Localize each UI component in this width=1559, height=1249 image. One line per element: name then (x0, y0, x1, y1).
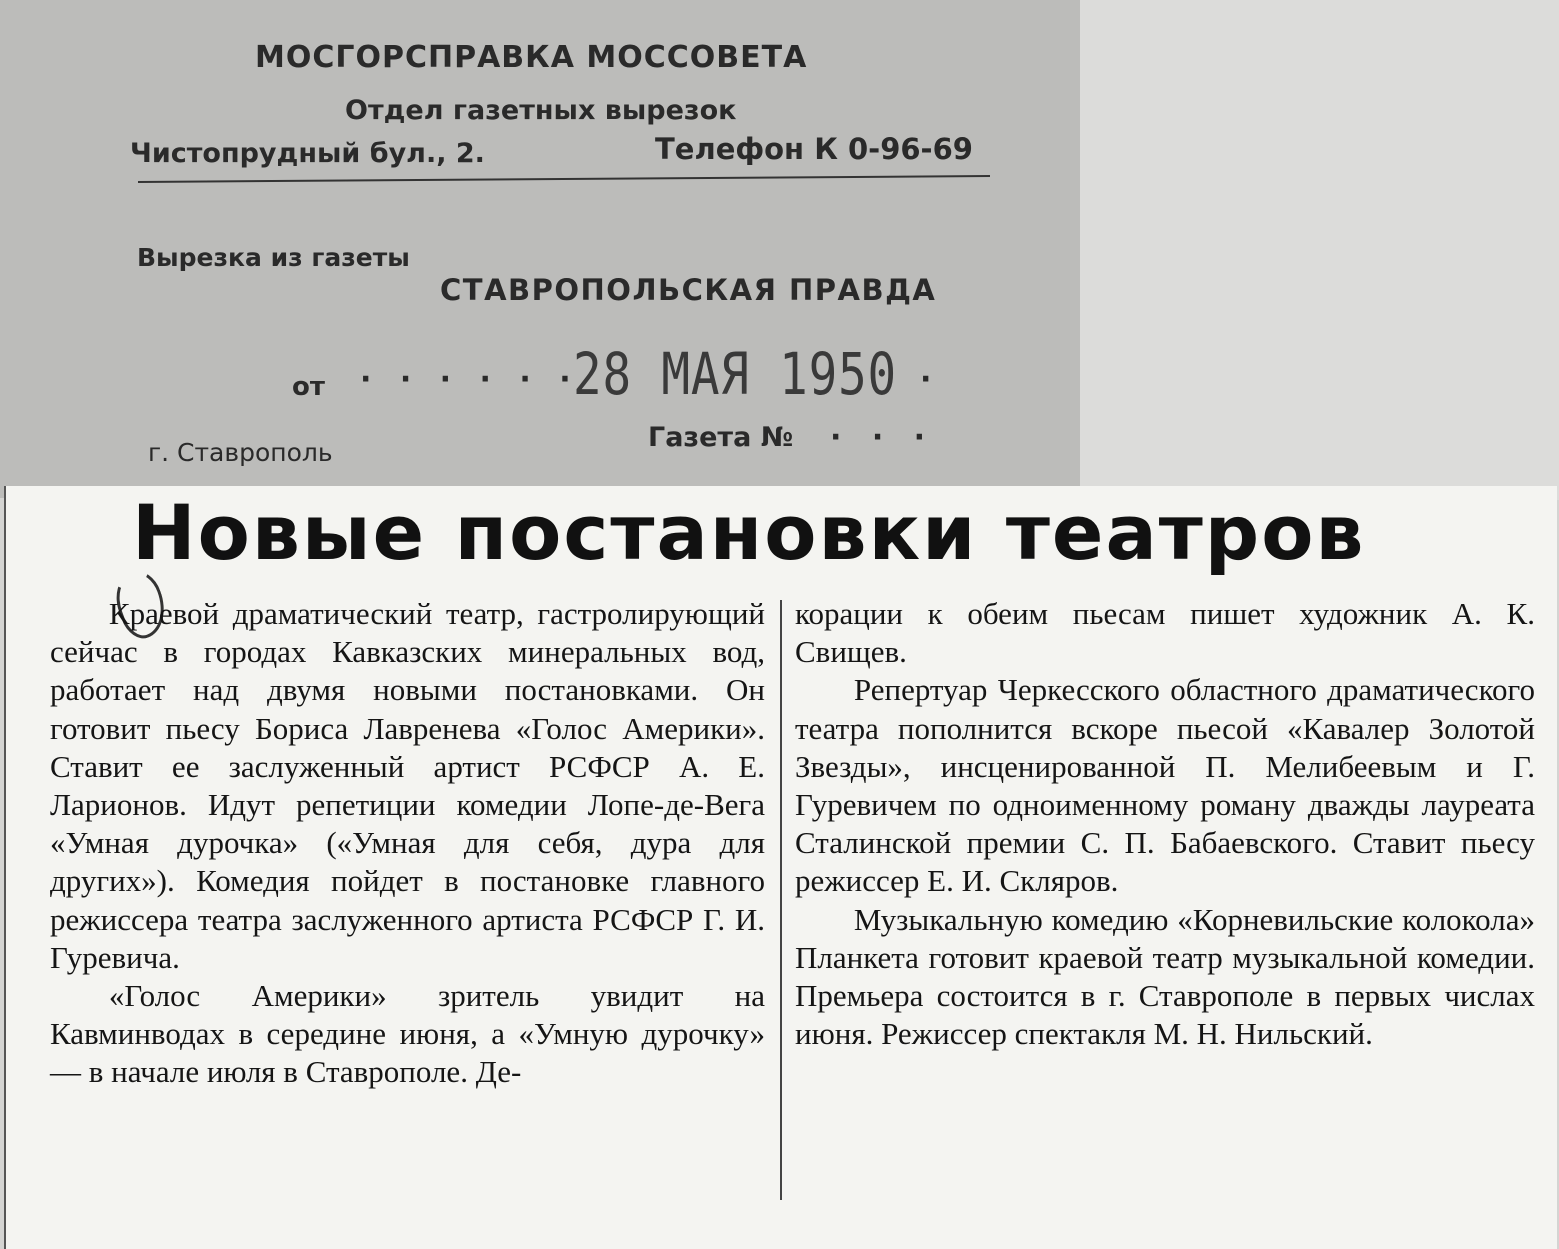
department-name: Отдел газетных вырезок (345, 95, 737, 126)
date-stamp: 28 МАЯ 1950 (573, 340, 897, 408)
article-paragraph-continuation: корации к обеим пьесам пишет художник А. К. Свищев. (795, 596, 1535, 670)
background-area (1080, 0, 1559, 500)
dotted-fill: · · · (830, 420, 936, 455)
date-from-label: от (292, 372, 325, 402)
dotted-fill: · · · · · · (360, 362, 580, 397)
article-column-right (795, 595, 1535, 1053)
clipping-label: Вырезка из газеты (137, 243, 410, 272)
article-paragraph: Музыкальную комедию «Корневильские колокола» Планкета готовит краевой театр музыкальной комедии. Премьера состоится в г. Ставрополе в первых числах июня. Режиссер спектакля М. Н. Нильский. (795, 901, 1535, 1052)
organization-name: МОСГОРСПРАВКА МОССОВЕТА (255, 40, 808, 75)
bureau-phone: Телефон К 0-96-69 (655, 132, 973, 166)
city-label: г. Ставрополь (148, 438, 333, 467)
article-paragraph: Краевой драматический театр, гастролирующий сейчас в городах Кавказских минеральных вод, работает над двумя новыми постановками. Он готовит пьесу Бориса Лавренева «Голос Америки». Ставит ее заслуженный артист РСФСР А. Е. Ларионов. Идут репетиции комедии Лопе-де-Вега «Умная дурочка» («Умная для себя, дура для других»). Комедия пойдет в постановке главного режиссера театра заслуженного артиста РСФСР Г. И. Гуревича. (50, 596, 765, 975)
column-divider (780, 600, 782, 1200)
clipping-bureau-card (0, 0, 1080, 498)
card-divider (138, 175, 990, 183)
article-headline: Новые постановки театров (132, 488, 1366, 577)
dotted-fill: · (920, 362, 941, 397)
bureau-address: Чистопрудный бул., 2. (130, 138, 485, 169)
newspaper-name: СТАВРОПОЛЬСКАЯ ПРАВДА (440, 273, 937, 307)
paper-number-label: Газета № (648, 422, 794, 453)
article-column-left (50, 595, 765, 1092)
article-paragraph: Репертуар Черкесского областного драматического театра пополнится вскоре пьесой «Кавалер Золотой Звезды», инсценированной П. Мелибеевым и Г. Гуревичем по одноименному роману дважды лауреата Сталинской премии С. П. Бабаевского. Ставит пьесу режиссер Е. И. Скляров. (795, 672, 1535, 899)
article-paragraph: «Голос Америки» зритель увидит на Кавминводах в середине июня, а «Умную дурочку» — в начале июля в Ставрополе. Де- (50, 978, 765, 1090)
